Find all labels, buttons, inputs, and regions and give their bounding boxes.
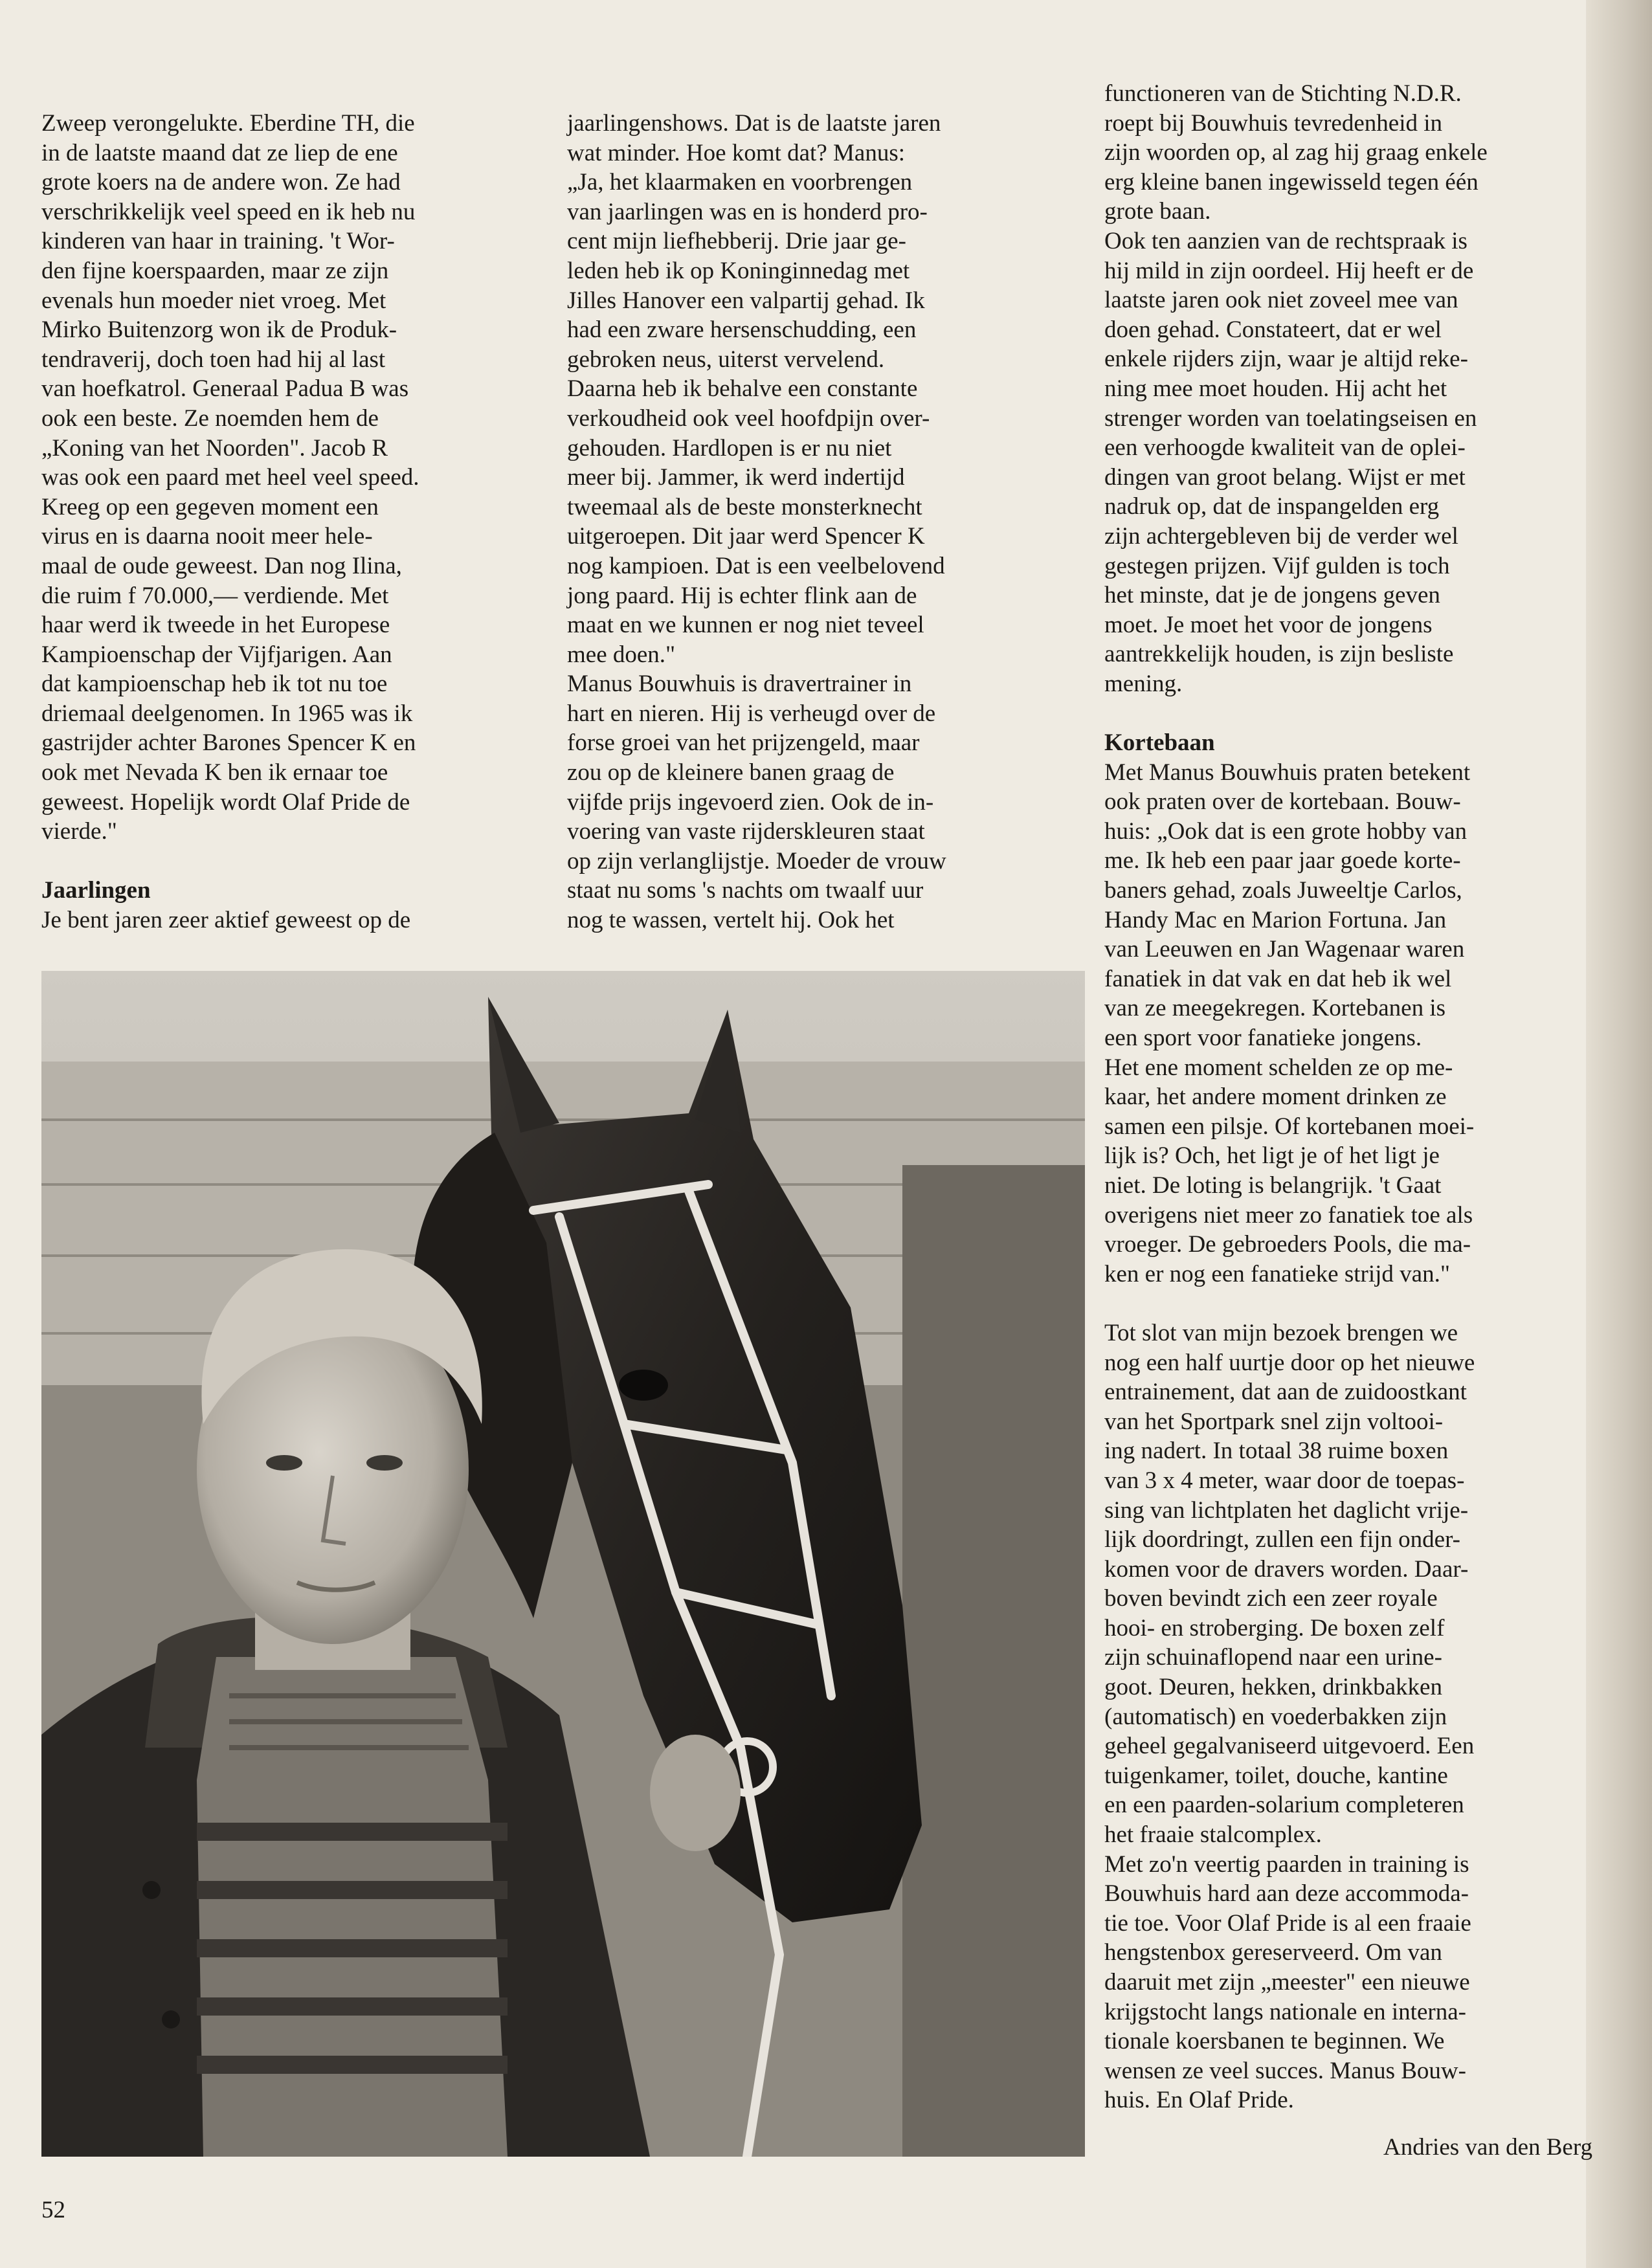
text-line [1104, 1289, 1596, 1318]
text-line: hij mild in zijn oordeel. Hij heeft er de [1104, 257, 1474, 284]
text-line: geheel gegalvaniseerd uitgevoerd. Een [1104, 1733, 1475, 1760]
text-line: leden heb ik op Koninginnedag met [567, 257, 910, 284]
text-line: het fraaie stalcomplex. [1104, 1821, 1322, 1849]
text-line: vijfde prijs ingevoerd zien. Ook de in- [567, 788, 934, 816]
text-line: den fijne koerspaarden, maar ze zijn [41, 257, 389, 284]
text-line: verkoudheid ook veel hoofdpijn over- [567, 405, 930, 432]
text-line: huis. En Olaf Pride. [1104, 2087, 1294, 2114]
text-line: maal de oude geweest. Dan nog Ilina, [41, 552, 402, 579]
text-line: Handy Mac en Marion Fortuna. Jan [1104, 906, 1447, 933]
text-line: gebroken neus, uiterst vervelend. [567, 346, 885, 373]
text-line [41, 847, 533, 876]
text-line: evenals hun moeder niet vroeg. Met [41, 287, 386, 314]
text-line: haar werd ik tweede in het Europese [41, 612, 390, 639]
text-line: gastrijder achter Barones Spencer K en [41, 729, 416, 757]
text-line: wat minder. Hoe komt dat? Manus: [567, 139, 906, 166]
text-line: was ook een paard met heel veel speed. [41, 464, 419, 491]
text-line: maat en we kunnen er nog niet teveel [567, 612, 924, 639]
text-line: nog kampioen. Dat is een veelbelovend [567, 552, 945, 579]
text-line: enkele rijders zijn, waar je altijd reke- [1104, 346, 1468, 373]
text-line: Zweep verongelukte. Eberdine TH, die [41, 110, 415, 137]
text-column-1 [41, 109, 533, 935]
text-line: ook een beste. Ze noemden hem de [41, 405, 379, 432]
text-line: tweemaal als de beste monsterknecht [567, 493, 922, 520]
text-line: mening. [1104, 670, 1183, 697]
text-line: grote koers na de andere won. Ze had [41, 169, 401, 196]
text-line: grote baan. [1104, 198, 1211, 225]
text-line: Je bent jaren zeer aktief geweest op de [41, 907, 411, 934]
text-line: Mirko Buitenzorg won ik de Produk- [41, 317, 397, 344]
text-line: zijn achtergebleven bij de verder wel [1104, 522, 1458, 550]
text-line: lijk is? Och, het ligt je of het ligt je [1104, 1142, 1440, 1170]
author-byline: Andries van den Berg [1383, 2134, 1592, 2161]
text-line: samen een pilsje. Of kortebanen moei- [1104, 1113, 1475, 1140]
text-line: geweest. Hopelijk wordt Olaf Pride de [41, 788, 410, 816]
text-line: tie toe. Voor Olaf Pride is al een fraaie [1104, 1909, 1471, 1937]
text-column-2 [567, 109, 1059, 935]
text-line: uitgeroepen. Dit jaar werd Spencer K [567, 523, 925, 550]
text-line: van het Sportpark snel zijn voltooi- [1104, 1408, 1444, 1435]
text-line: krijgstocht langs nationale en interna- [1104, 1998, 1466, 2025]
text-line: dingen van groot belang. Wijst er met [1104, 463, 1466, 491]
text-line: vroeger. De gebroeders Pools, die ma- [1104, 1231, 1471, 1258]
text-line: erg kleine banen ingewisseld tegen één [1104, 168, 1479, 195]
text-line: die ruim f 70.000,— verdiende. Met [41, 582, 389, 609]
text-line: tendraverij, doch toen had hij al last [41, 346, 386, 373]
text-line: Met Manus Bouwhuis praten betekent [1104, 759, 1471, 786]
text-line: huis: „Ook dat is een grote hobby van [1104, 817, 1468, 845]
text-line: Jilles Hanover een valpartij gehad. Ik [567, 287, 925, 314]
text-line: vierde." [41, 818, 117, 845]
text-line [1104, 698, 1596, 728]
text-line: en een paarden-solarium completeren [1104, 1792, 1464, 1819]
text-line: Tot slot van mijn bezoek brengen we [1104, 1319, 1458, 1346]
text-line: Het ene moment schelden ze op me- [1104, 1054, 1453, 1081]
text-line: tuigenkamer, toilet, douche, kantine [1104, 1762, 1448, 1789]
text-line: zijn woorden op, al zag hij graag enkele [1104, 139, 1488, 166]
section-heading: Jaarlingen [41, 877, 151, 904]
text-line: komen voor de dravers worden. Daar- [1104, 1555, 1469, 1583]
text-line: virus en is daarna nooit meer hele- [41, 523, 373, 550]
section-heading: Kortebaan [1104, 729, 1215, 757]
text-line: „Ja, het klaarmaken en voorbrengen [567, 169, 913, 196]
text-line: ning mee moet houden. Hij acht het [1104, 375, 1447, 402]
text-line: roept bij Bouwhuis tevredenheid in [1104, 109, 1443, 137]
text-line: een sport voor fanatieke jongens. [1104, 1025, 1422, 1051]
text-line: ook met Nevada K ben ik ernaar toe [41, 759, 388, 786]
text-line: forse groei van het prijzengeld, maar [567, 729, 920, 757]
text-line: entrainement, dat aan de zuidoostkant [1104, 1379, 1467, 1406]
text-line: nog te wassen, vertelt hij. Ook het [567, 907, 895, 934]
page-number: 52 [41, 2197, 65, 2223]
text-line: moet. Je moet het voor de jongens [1104, 611, 1433, 638]
text-line: dat kampioenschap heb ik tot nu toe [41, 671, 388, 698]
text-line: ook praten over de kortebaan. Bouw- [1104, 788, 1461, 816]
text-line: mee doen." [567, 641, 676, 668]
text-line: lijk doordringt, zullen een fijn onder- [1104, 1526, 1460, 1553]
text-line: boven bevindt zich een zeer royale [1104, 1585, 1438, 1612]
text-line: ken er nog een fanatieke strijd van." [1104, 1260, 1450, 1287]
text-line: Daarna heb ik behalve een constante [567, 375, 918, 403]
text-line: nadruk op, dat de inspangelden erg [1104, 493, 1440, 520]
text-line: Bouwhuis hard aan deze accommoda- [1104, 1880, 1469, 1907]
text-line: van Leeuwen en Jan Wagenaar waren [1104, 936, 1465, 963]
text-line: laatste jaren ook niet zoveel mee van [1104, 287, 1458, 314]
text-line: in de laatste maand dat ze liep de ene [41, 139, 398, 166]
text-line: voering van vaste rijderskleuren staat [567, 818, 925, 845]
text-line: zou op de kleinere banen graag de [567, 759, 895, 786]
text-line: tionale koersbanen te beginnen. We [1104, 2028, 1445, 2055]
text-line: strenger worden van toelatingseisen en [1104, 405, 1477, 432]
text-line: zijn schuinaflopend naar een urine- [1104, 1644, 1442, 1671]
text-line: overigens niet meer zo fanatiek toe als [1104, 1201, 1473, 1228]
text-line: van ze meegekregen. Kortebanen is [1104, 995, 1446, 1022]
text-line: „Koning van het Noorden". Jacob R [41, 434, 388, 461]
text-line: driemaal deelgenomen. In 1965 was ik [41, 700, 413, 727]
text-line: ing nadert. In totaal 38 ruime boxen [1104, 1438, 1449, 1465]
text-line: Met zo'n veertig paarden in training is [1104, 1851, 1469, 1878]
text-line: niet. De loting is belangrijk. 't Gaat [1104, 1172, 1442, 1199]
text-line: hart en nieren. Hij is verheugd over de [567, 700, 936, 727]
text-line: van jaarlingen was en is honderd pro- [567, 198, 928, 225]
text-line: gestegen prijzen. Vijf gulden is toch [1104, 552, 1450, 579]
text-line: een verhoogde kwaliteit van de oplei- [1104, 434, 1466, 461]
text-line: me. Ik heb een paar jaar goede korte- [1104, 847, 1461, 874]
text-line: meer bij. Jammer, ik werd indertijd [567, 464, 905, 491]
text-line: wensen ze veel succes. Manus Bouw- [1104, 2057, 1466, 2084]
text-line: hengstenbox gereserveerd. Om van [1104, 1939, 1442, 1966]
text-line: Kampioenschap der Vijfjarigen. Aan [41, 641, 392, 668]
text-line: verschrikkelijk veel speed en ik heb nu [41, 198, 416, 225]
text-line: het minste, dat je de jongens geven [1104, 582, 1440, 609]
text-line: Manus Bouwhuis is dravertrainer in [567, 671, 912, 698]
text-line: goot. Deuren, hekken, drinkbakken [1104, 1674, 1442, 1701]
text-line: had een zware hersenschudding, een [567, 317, 917, 344]
text-line: op zijn verlanglijstje. Moeder de vrouw [567, 847, 946, 874]
text-line: jong paard. Hij is echter flink aan de [567, 582, 917, 609]
text-line: cent mijn liefhebberij. Drie jaar ge- [567, 228, 906, 255]
text-line: (automatisch) en voederbakken zijn [1104, 1703, 1447, 1730]
text-line: kinderen van haar in training. 't Wor- [41, 228, 395, 255]
text-line: nog een half uurtje door op het nieuwe [1104, 1349, 1475, 1376]
text-line: baners gehad, zoals Juweeltje Carlos, [1104, 877, 1462, 904]
text-line: doen gehad. Constateert, dat er wel [1104, 316, 1442, 343]
text-line: hooi- en stroberging. De boxen zelf [1104, 1614, 1445, 1641]
text-line: van 3 x 4 meter, waar door de toepas- [1104, 1467, 1465, 1494]
text-line: sing van lichtplaten het daglicht vrije- [1104, 1496, 1469, 1524]
text-line: fanatiek in dat vak en dat heb ik wel [1104, 965, 1452, 992]
text-line: kaar, het andere moment drinken ze [1104, 1084, 1447, 1111]
text-line: staat nu soms 's nachts om twaalf uur [567, 877, 924, 904]
text-line: jaarlingenshows. Dat is de laatste jaren [567, 110, 941, 137]
text-line: gehouden. Hardlopen is er nu niet [567, 434, 892, 461]
text-line: Ook ten aanzien van de rechtspraak is [1104, 227, 1468, 254]
photo-trainer-with-horse [41, 971, 1085, 2157]
text-line: van hoefkatrol. Generaal Padua B was [41, 375, 409, 403]
text-line: aantrekkelijk houden, is zijn besliste [1104, 641, 1454, 668]
text-line: Kreeg op een gegeven moment een [41, 493, 379, 520]
text-column-3 [1104, 79, 1596, 2115]
text-line: daaruit met zijn „meester" een nieuwe [1104, 1969, 1470, 1996]
text-line: functioneren van de Stichting N.D.R. [1104, 80, 1462, 107]
